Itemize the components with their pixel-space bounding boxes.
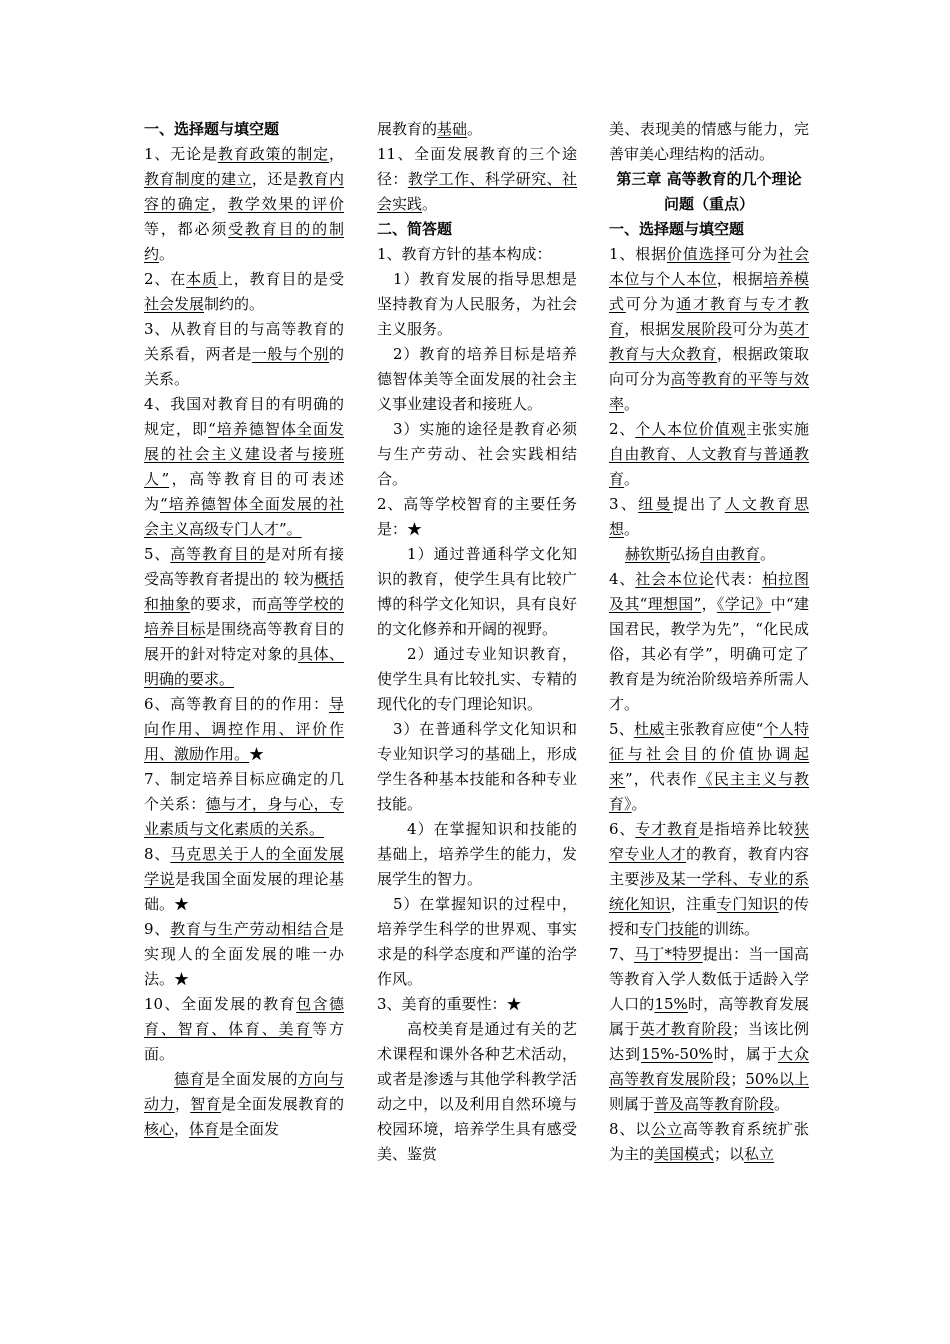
paragraph — [609, 1117, 809, 1167]
text-run: 主张实施 — [746, 420, 809, 438]
section-heading — [609, 167, 809, 217]
paragraph — [609, 117, 809, 167]
underlined-term: 教育政策的制定 — [217, 145, 329, 163]
text-run: 4、 — [609, 570, 636, 588]
paragraph — [377, 342, 577, 417]
text-run: 。 — [624, 520, 640, 538]
text-run: 5、 — [144, 545, 171, 563]
text-column-1 — [144, 117, 344, 1142]
text-run: 的关系。 — [144, 345, 344, 388]
text-run: 是我国全面发展的理论基础。★ — [144, 870, 344, 913]
underlined-term: 具体、明确的要求。 — [144, 645, 344, 688]
text-run: 等方面。 — [144, 1020, 344, 1063]
text-run: 可分为 — [625, 295, 677, 313]
text-run: 第三章 高等教育的几个理论问题（重点） — [616, 170, 802, 213]
underlined-term: 50%以上 — [745, 1070, 809, 1088]
text-run: 3）实施的途径是教育必须与生产劳动、社会实践相结合。 — [377, 420, 577, 488]
text-run: 3）在普通科学文化知识和专业知识学习的基础上，形成学生各种基本技能和各种专业技能。 — [377, 720, 577, 813]
text-run: 10、全面发展的教育 — [144, 995, 297, 1013]
paragraph — [377, 892, 577, 992]
text-run: 可分为 — [730, 245, 779, 263]
text-run: 等，都必须 — [144, 220, 229, 238]
text-run: 1）通过普通科学文化知识的教育，使学生具有比较广博的科学文化知识，具有良好的文化修养和开阔的视野。 — [377, 545, 577, 638]
text-column-2 — [377, 117, 577, 1167]
text-run: 7、 — [609, 945, 634, 963]
paragraph — [377, 817, 577, 892]
underlined-term: 柏拉图及其“理想国” — [609, 570, 809, 613]
text-run: 7、制定培养目标应确定的几个关系： — [144, 770, 344, 813]
text-run: 是实现人的全面发展的唯一办法。★ — [144, 920, 344, 988]
paragraph — [144, 842, 344, 917]
paragraph — [144, 767, 344, 842]
text-run: 上，教育目的是受 — [217, 270, 344, 288]
text-run: 3、 — [609, 495, 639, 513]
text-run: 则属于 — [609, 1095, 655, 1113]
underlined-term: 私立 — [744, 1145, 775, 1163]
text-run: 6、高等教育目的的作用： — [144, 695, 329, 713]
paragraph — [609, 567, 809, 717]
paragraph — [144, 267, 344, 317]
underlined-term: 大众高等教育发展阶段 — [609, 1045, 809, 1088]
text-run: 4）在掌握知识和技能的基础上，培养学生的能力，发展学生的智力。 — [377, 820, 577, 888]
text-run: ；以 — [714, 1145, 745, 1163]
text-run: 。 — [760, 545, 776, 563]
text-run: 。 — [422, 195, 438, 213]
paragraph — [144, 317, 344, 392]
text-run: 。 — [624, 395, 640, 413]
underlined-term: 教育与生产劳动相结合 — [170, 920, 329, 938]
paragraph — [144, 142, 344, 267]
text-run: 1、根据 — [609, 245, 668, 263]
underlined-term: 智育 — [190, 1095, 222, 1113]
underlined-term: 包含德育、智育、体育、美育 — [144, 995, 344, 1038]
text-run: 是围绕高等教育目的展开的針对特定对象的 — [144, 620, 344, 663]
text-run: 的传授和 — [609, 895, 809, 938]
underlined-term: 教学效果的评价 — [228, 195, 344, 213]
paragraph — [377, 142, 577, 217]
underlined-term: 15% — [654, 995, 688, 1013]
underlined-term: 高等教育目的 — [170, 545, 266, 563]
paragraph — [377, 642, 577, 717]
text-run: 。 — [159, 245, 175, 263]
underlined-term: 高等学校的培养目标 — [144, 595, 344, 638]
underlined-term: 《学记》 — [716, 595, 771, 613]
text-run: ；当该比例达到 — [609, 1020, 809, 1063]
paragraph — [144, 917, 344, 992]
text-run: 时，属于 — [712, 1045, 778, 1063]
text-run: 2）教育的培养目标是培养德智体美等全面发展的社会主义事业建设者和接班人。 — [377, 345, 577, 413]
underlined-term: 自由教育 — [700, 545, 761, 563]
text-run: 主张教育应使“ — [664, 720, 764, 738]
text-run: 提出：当一国高等教育入学人数低于适龄入学人口的 — [609, 945, 809, 1013]
underlined-term: 个人本位价值观 — [635, 420, 747, 438]
paragraph — [377, 542, 577, 642]
text-run: 是全面发展教育的 — [221, 1095, 344, 1113]
underlined-term: 专门知识 — [716, 895, 779, 913]
section-heading — [609, 217, 809, 242]
paragraph — [144, 392, 344, 542]
text-run: 4、我国对教育目的有明确的规定，即 — [144, 395, 344, 438]
underlined-term: 一般与个别 — [251, 345, 329, 363]
underlined-term: 专门技能 — [639, 920, 700, 938]
paragraph — [377, 117, 577, 142]
text-run: 2、 — [609, 420, 636, 438]
underlined-term: 美国模式 — [654, 1145, 715, 1163]
text-run: 6、 — [609, 820, 636, 838]
underlined-term: 高等教育的平等与效率 — [609, 370, 809, 413]
paragraph — [377, 1017, 577, 1167]
text-run: ； — [730, 1070, 746, 1088]
text-run: ，根据 — [716, 270, 764, 288]
text-run: 制约的。 — [204, 295, 265, 313]
text-run: ，还是 — [251, 170, 299, 188]
paragraph — [377, 992, 577, 1017]
text-run: ， — [211, 195, 229, 213]
text-run: 是指培养比较 — [698, 820, 794, 838]
section-heading — [144, 117, 344, 142]
text-run: 2、高等学校智育的主要任务是：★ — [377, 495, 577, 538]
text-run: 2、在 — [144, 270, 187, 288]
underlined-term: 德与才，身与心，专业素质与文化素质的关系。 — [144, 795, 344, 838]
text-run: 展教育的 — [377, 120, 438, 138]
paragraph — [377, 267, 577, 342]
text-run: 弘扬 — [670, 545, 701, 563]
underlined-term: 体育 — [189, 1120, 220, 1138]
text-run: 二、简答题 — [377, 220, 453, 238]
section-heading — [377, 217, 577, 242]
text-run: ，根据政策取向可分为 — [609, 345, 809, 388]
paragraph — [377, 242, 577, 267]
text-run: ， — [328, 145, 344, 163]
text-run: ， — [174, 1095, 191, 1113]
text-run: 5、 — [609, 720, 634, 738]
underlined-term: 《民主主义与教育》 — [609, 770, 809, 813]
text-run: 可分为 — [732, 320, 779, 338]
underlined-term: 通才教育与专才教育 — [609, 295, 809, 338]
underlined-term: 纽曼 — [638, 495, 673, 513]
text-run: 美、表现美的情感与能力，完善审美心理结构的活动。 — [609, 120, 809, 163]
paragraph — [377, 417, 577, 492]
text-column-3 — [609, 117, 809, 1167]
text-run: 代表： — [714, 570, 763, 588]
paragraph — [609, 717, 809, 817]
paragraph — [609, 242, 809, 417]
underlined-term: 杜威 — [633, 720, 665, 738]
paragraph — [609, 542, 809, 567]
underlined-term: “培养德智体全面发展的社会主义建设者与接班人” — [144, 420, 344, 488]
text-run: 3、从教育目的与高等教育的关系看，两者是 — [144, 320, 344, 363]
text-run: 。 — [631, 795, 647, 813]
underlined-term: 社会发展 — [144, 295, 205, 313]
underlined-term: 15%-50% — [641, 1045, 713, 1063]
underlined-term: 涉及某一学科、专业的系统化知识 — [609, 870, 809, 913]
underlined-term: 培养模式 — [609, 270, 809, 313]
underlined-term: 普及高等教育阶段 — [654, 1095, 775, 1113]
underlined-term: 狭窄专业人才 — [609, 820, 809, 863]
text-run: 的要求，而 — [190, 595, 268, 613]
underlined-term: 人文教育思想 — [609, 495, 809, 538]
underlined-term: 个人特征与社会目的价值协调起来 — [609, 720, 809, 788]
underlined-term: 教育制度的建立 — [144, 170, 252, 188]
underlined-term: 导向作用、调控作用、评价作用、激励作用。 — [144, 695, 344, 763]
underlined-term: 专才教育 — [635, 820, 699, 838]
text-run: 一、选择题与填空题 — [144, 120, 280, 138]
paragraph — [609, 817, 809, 942]
paragraph — [144, 542, 344, 692]
text-run: 5）在掌握知识的过程中，培养学生科学的世界观、事实求是的科学态度和严谨的治学作风。 — [377, 895, 577, 988]
text-run: 。 — [774, 1095, 790, 1113]
underlined-term: 核心 — [144, 1120, 175, 1138]
underlined-term: 马丁*特罗 — [634, 945, 703, 963]
text-run: 一、选择题与填空题 — [609, 220, 745, 238]
underlined-term: 英才教育与大众教育 — [609, 320, 809, 363]
text-run: 是全面发 — [219, 1120, 280, 1138]
underlined-term: 方向与动力 — [144, 1070, 344, 1113]
underlined-term: 赫钦斯 — [625, 545, 671, 563]
text-run: ， — [174, 1120, 190, 1138]
text-run: 8、 — [144, 845, 171, 863]
paragraph — [144, 992, 344, 1067]
underlined-term: 价值选择 — [667, 245, 731, 263]
text-run: 1、无论是 — [144, 145, 218, 163]
underlined-term: 公立 — [651, 1120, 683, 1138]
text-run: 8、以 — [609, 1120, 652, 1138]
text-run: 提出了 — [672, 495, 725, 513]
underlined-term: 受教育目的的制约 — [144, 220, 344, 263]
text-run: 高等教育系统扩张为主的 — [609, 1120, 809, 1163]
text-run: 2）通过专业知识教育，使学生具有比较扎实、专精的现代化的专门理论知识。 — [377, 645, 577, 713]
paragraph — [144, 692, 344, 767]
paragraph — [609, 417, 809, 492]
underlined-term: 概括和抽象 — [144, 570, 344, 613]
text-run: ，高等教育目的可表述为 — [144, 470, 344, 513]
text-run: 9、 — [144, 920, 171, 938]
text-run: 3、美育的重要性：★ — [377, 995, 522, 1013]
paragraph — [609, 492, 809, 542]
text-run: 。 — [467, 120, 483, 138]
text-run: ”，代表作 — [625, 770, 698, 788]
underlined-term: 社会本位论 — [635, 570, 715, 588]
underlined-term: 基础 — [437, 120, 468, 138]
text-run: 的教育，教育内容主要 — [609, 845, 809, 888]
text-run: ，根据 — [624, 320, 671, 338]
underlined-term: 马克思关于人的全面发展学说 — [144, 845, 344, 888]
underlined-term: 英才教育阶段 — [639, 1020, 733, 1038]
text-run: 的训练。 — [699, 920, 760, 938]
paragraph — [609, 942, 809, 1117]
underlined-term: 教育内容的确定 — [144, 170, 344, 213]
text-run: 高校美育是通过有关的艺术课程和课外各种艺术活动，或者是渗透与其他学科教学活动之中，以及利用自然环境与校园环境，培养学生具有感受美、鉴赏 — [377, 1020, 577, 1163]
paragraph — [377, 717, 577, 817]
text-run: 是对所有接受高等教育者提出的 较为 — [144, 545, 344, 588]
underlined-term: 自由教育、人文教育与普通教育 — [609, 445, 809, 488]
underlined-term: 教学工作、科学研究、社会实践 — [377, 170, 577, 213]
text-run: 。 — [624, 470, 640, 488]
underlined-term: 德育 — [174, 1070, 205, 1088]
underlined-term: 本质 — [186, 270, 218, 288]
underlined-term: “培养德智体全面发展的社会主义高级专门人才”。 — [144, 495, 344, 538]
paragraph — [377, 492, 577, 542]
text-run: 1、教育方针的基本构成： — [377, 245, 552, 263]
text-run: 11、全面发展教育的三个途径： — [377, 145, 577, 188]
text-run: ，注重 — [670, 895, 717, 913]
text-run: ， — [701, 595, 717, 613]
text-run: ★ — [249, 745, 265, 763]
underlined-term: 社会本位与个人本位 — [609, 245, 809, 288]
text-run: 1）教育发展的指导思想是坚持教育为人民服务，为社会主义服务。 — [377, 270, 577, 338]
text-run: 是全面发展的 — [205, 1070, 298, 1088]
paragraph — [144, 1067, 344, 1142]
underlined-term: 发展阶段 — [670, 320, 733, 338]
text-run: 时，高等教育发展属于 — [609, 995, 809, 1038]
text-run: 中“建国君民，教学为先”，“化民成俗，其必有学”，明确可定了教育是为统治阶级培养所需人才。 — [609, 595, 809, 713]
